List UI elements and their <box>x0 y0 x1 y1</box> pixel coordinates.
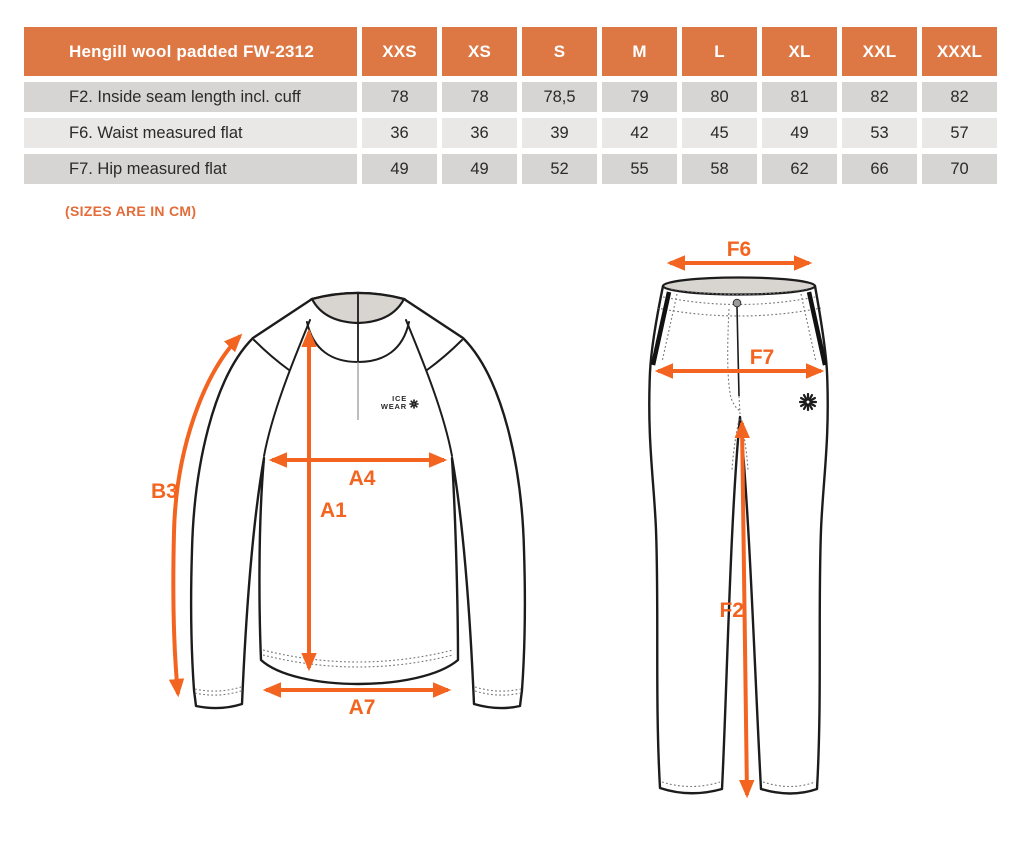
pants-diagram <box>649 238 827 795</box>
logo-text-wear: WEAR <box>380 402 407 411</box>
row-label-f2: F2. Inside seam length incl. cuff <box>24 82 357 112</box>
value-cell: 80 <box>682 82 757 112</box>
value-cell: 42 <box>602 118 677 148</box>
size-header-s: S <box>522 27 597 76</box>
value-cell: 49 <box>362 154 437 184</box>
size-header-xxs: XXS <box>362 27 437 76</box>
waist-opening <box>663 278 815 295</box>
value-cell: 52 <box>522 154 597 184</box>
b3-label: B3 <box>151 480 178 503</box>
value-cell: 55 <box>602 154 677 184</box>
sizes-in-cm-note: (SIZES ARE IN CM) <box>65 203 197 219</box>
value-cell: 78 <box>362 82 437 112</box>
value-cell: 81 <box>762 82 837 112</box>
measurement-diagram <box>0 230 1027 852</box>
value-cell: 79 <box>602 82 677 112</box>
size-header-xxxl: XXXL <box>922 27 997 76</box>
size-table <box>24 27 997 184</box>
value-cell: 82 <box>922 82 997 112</box>
value-cell: 78 <box>442 82 517 112</box>
row-label-f6: F6. Waist measured flat <box>24 118 357 148</box>
sweater-diagram <box>151 292 525 719</box>
f7-label: F7 <box>749 346 775 369</box>
size-header-m: M <box>602 27 677 76</box>
value-cell: 53 <box>842 118 917 148</box>
logo-text-ice: ICE <box>392 394 407 403</box>
value-cell: 78,5 <box>522 82 597 112</box>
f6-label: F6 <box>726 238 752 261</box>
value-cell: 62 <box>762 154 837 184</box>
value-cell: 49 <box>442 154 517 184</box>
value-cell: 58 <box>682 154 757 184</box>
value-cell: 39 <box>522 118 597 148</box>
value-cell: 45 <box>682 118 757 148</box>
waist-button <box>733 299 741 307</box>
f2-label: F2 <box>719 599 744 622</box>
size-header-xl: XL <box>762 27 837 76</box>
size-header-l: L <box>682 27 757 76</box>
value-cell: 66 <box>842 154 917 184</box>
a1-label: A1 <box>320 499 347 522</box>
value-cell: 36 <box>362 118 437 148</box>
value-cell: 82 <box>842 82 917 112</box>
row-label-f7: F7. Hip measured flat <box>24 154 357 184</box>
a4-label: A4 <box>348 467 376 490</box>
value-cell: 36 <box>442 118 517 148</box>
product-header: Hengill wool padded FW-2312 <box>24 27 357 76</box>
a7-label: A7 <box>348 696 376 719</box>
value-cell: 70 <box>922 154 997 184</box>
size-header-xxl: XXL <box>842 27 917 76</box>
value-cell: 49 <box>762 118 837 148</box>
size-header-xs: XS <box>442 27 517 76</box>
value-cell: 57 <box>922 118 997 148</box>
